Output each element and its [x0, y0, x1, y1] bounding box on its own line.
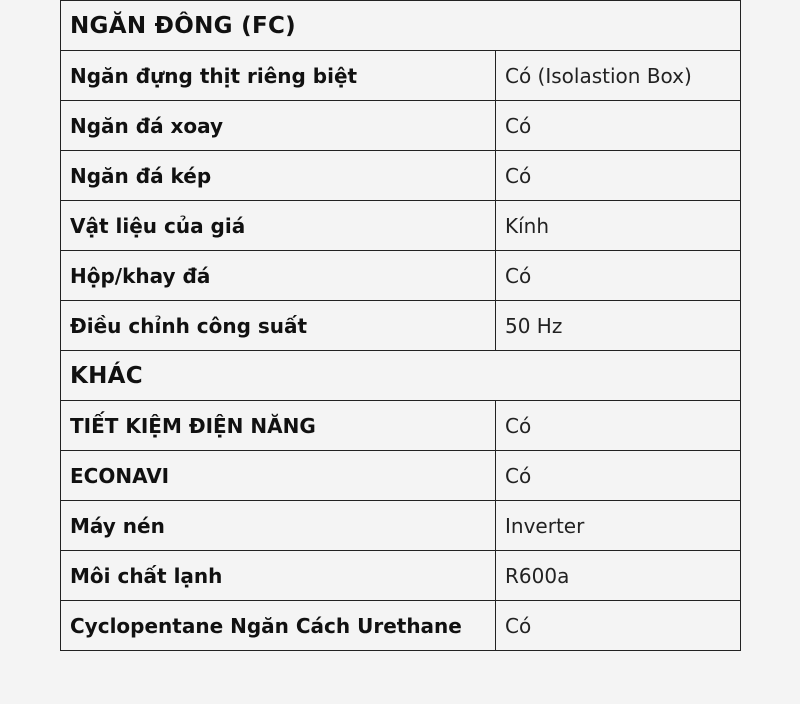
row-label: Môi chất lạnh	[61, 551, 496, 601]
row-value: Có	[496, 101, 741, 151]
table-row	[61, 451, 741, 501]
table-row	[61, 401, 741, 451]
row-label: Điều chỉnh công suất	[61, 301, 496, 351]
table-row	[61, 301, 741, 351]
row-value: Có	[496, 451, 741, 501]
row-label: Ngăn đá xoay	[61, 101, 496, 151]
section-title-freezer: NGĂN ĐÔNG (FC)	[61, 1, 741, 51]
table-row	[61, 151, 741, 201]
row-value: Có	[496, 151, 741, 201]
row-label: Hộp/khay đá	[61, 251, 496, 301]
row-label: Ngăn đá kép	[61, 151, 496, 201]
table-row	[61, 251, 741, 301]
row-label: Máy nén	[61, 501, 496, 551]
row-label: Cyclopentane Ngăn Cách Urethane	[61, 601, 496, 651]
row-value: Có	[496, 401, 741, 451]
table-row	[61, 201, 741, 251]
table-row	[61, 501, 741, 551]
row-label: Vật liệu của giá	[61, 201, 496, 251]
row-label: Ngăn đựng thịt riêng biệt	[61, 51, 496, 101]
table-row	[61, 551, 741, 601]
section-title-other: KHÁC	[61, 351, 741, 401]
row-value: Có	[496, 251, 741, 301]
row-value: Kính	[496, 201, 741, 251]
row-value: Inverter	[496, 501, 741, 551]
row-value: 50 Hz	[496, 301, 741, 351]
row-value: Có	[496, 601, 741, 651]
row-value: Có (Isolastion Box)	[496, 51, 741, 101]
row-label: ECONAVI	[61, 451, 496, 501]
row-value: R600a	[496, 551, 741, 601]
row-label: TIẾT KIỆM ĐIỆN NĂNG	[61, 401, 496, 451]
section-header-row	[61, 351, 741, 401]
table-row	[61, 601, 741, 651]
table-row	[61, 101, 741, 151]
spec-table	[60, 0, 741, 651]
section-header-row	[61, 1, 741, 51]
table-row	[61, 51, 741, 101]
